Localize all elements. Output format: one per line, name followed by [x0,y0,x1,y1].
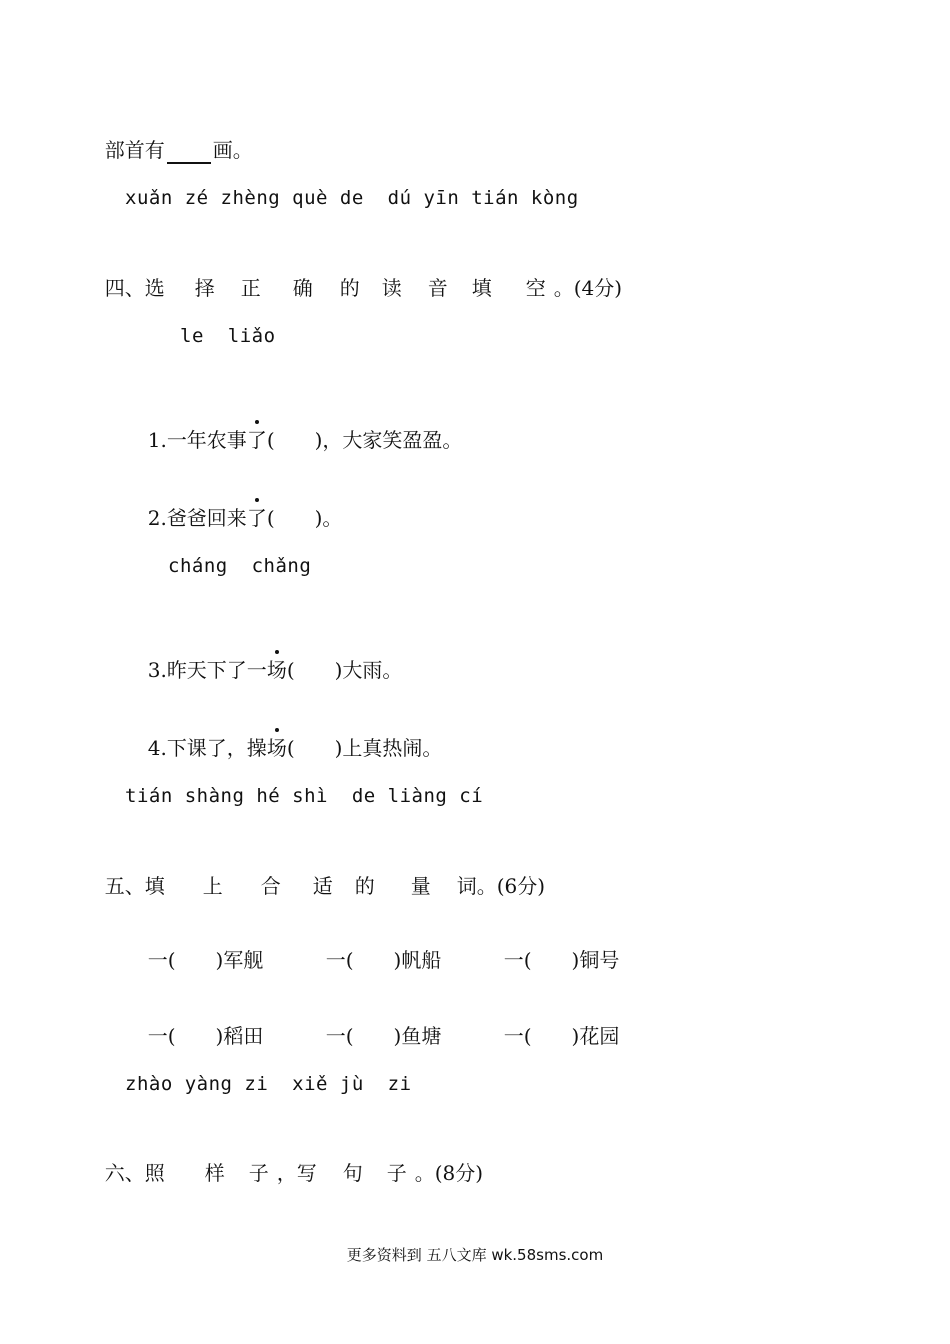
heading-char: 子 [386,1161,407,1185]
top-line-after: 画。 [212,138,253,162]
question-2 [135,476,342,532]
measure-word-item[interactable]: 一( )稻田 [147,1024,264,1048]
heading-char: 择 [194,276,215,300]
measure-word-item[interactable]: 一( )花园 [503,1024,620,1048]
measure-word-item[interactable]: 一( )鱼塘 [325,1024,442,1048]
question-number: 2. [147,506,167,530]
question-text: 爸爸回来 [166,506,247,530]
question-number: 3. [147,658,167,682]
heading-char: 合 [260,874,281,898]
question-text: 。 [322,506,343,530]
heading-char: 量 [410,874,431,898]
heading-char: 句 [342,1161,363,1185]
heading-char: 音 [427,276,448,300]
heading-char: 适 [312,874,333,898]
pinyin-options-le-liao: le liǎo [180,325,276,347]
heading-char: 确 [292,276,313,300]
measure-word-item[interactable]: 一( )军舰 [147,948,264,972]
heading-char: 上 [202,874,223,898]
question-number: 4. [147,736,167,760]
top-line-before: 部首有 [104,138,165,162]
heading-char: 。(4分) [553,276,623,300]
answer-parentheses[interactable]: ( ) [286,658,343,682]
answer-parentheses[interactable]: ( ) [266,428,323,452]
heading-char: 。(8分) [414,1161,484,1185]
heading-char: 正 [240,276,261,300]
question-text: 昨天下了一 [166,658,267,682]
dotted-character: 场 [266,736,287,760]
measure-word-row-2 [135,994,619,1050]
heading-char: 四、选 [104,276,165,300]
section5-heading [92,844,545,900]
heading-char: 样 [204,1161,225,1185]
answer-blank[interactable] [167,142,211,164]
heading-char: 的 [339,276,360,300]
question-number: 1. [147,428,167,452]
question-3 [135,628,402,684]
heading-char: 的 [354,874,375,898]
section6-heading [92,1131,483,1187]
section4-heading [92,246,622,302]
top-line [92,108,253,164]
measure-word-item[interactable]: 一( )帆船 [325,948,442,972]
section4-pinyin: xuǎn zé zhèng què de dú yīn tián kòng [125,187,579,209]
question-text: 一年农事 [166,428,247,452]
heading-char: 读 [381,276,402,300]
heading-char: 填 [471,276,492,300]
section5-pinyin: tián shàng hé shì de liàng cí [125,785,484,807]
dotted-character: 了 [246,506,267,530]
question-1 [135,398,462,454]
answer-parentheses[interactable]: ( ) [286,736,343,760]
dotted-character: 场 [266,658,287,682]
question-text: 上真热闹。 [342,736,443,760]
question-text: 大雨。 [342,658,403,682]
question-text: ，大家笑盈盈。 [322,428,463,452]
heading-char: 词。(6分) [456,874,546,898]
heading-char: 子 [248,1161,269,1185]
section6-pinyin: zhào yàng zi xiě jù zi [125,1073,412,1095]
dotted-character: 了 [246,428,267,452]
heading-char: 空 [525,276,546,300]
question-text: 下课了，操 [166,736,267,760]
measure-word-row-1 [135,918,619,974]
question-4 [135,706,442,762]
heading-char: 六、照 [104,1161,165,1185]
heading-char: ，写 [276,1161,317,1185]
heading-char: 五、填 [104,874,165,898]
answer-parentheses[interactable]: ( ) [266,506,323,530]
footer-watermark-text: 更多资料到 五八文库 wk.58sms.com [346,1246,604,1264]
pinyin-options-chang-chang: cháng chǎng [168,555,312,577]
measure-word-item[interactable]: 一( )铜号 [503,948,620,972]
